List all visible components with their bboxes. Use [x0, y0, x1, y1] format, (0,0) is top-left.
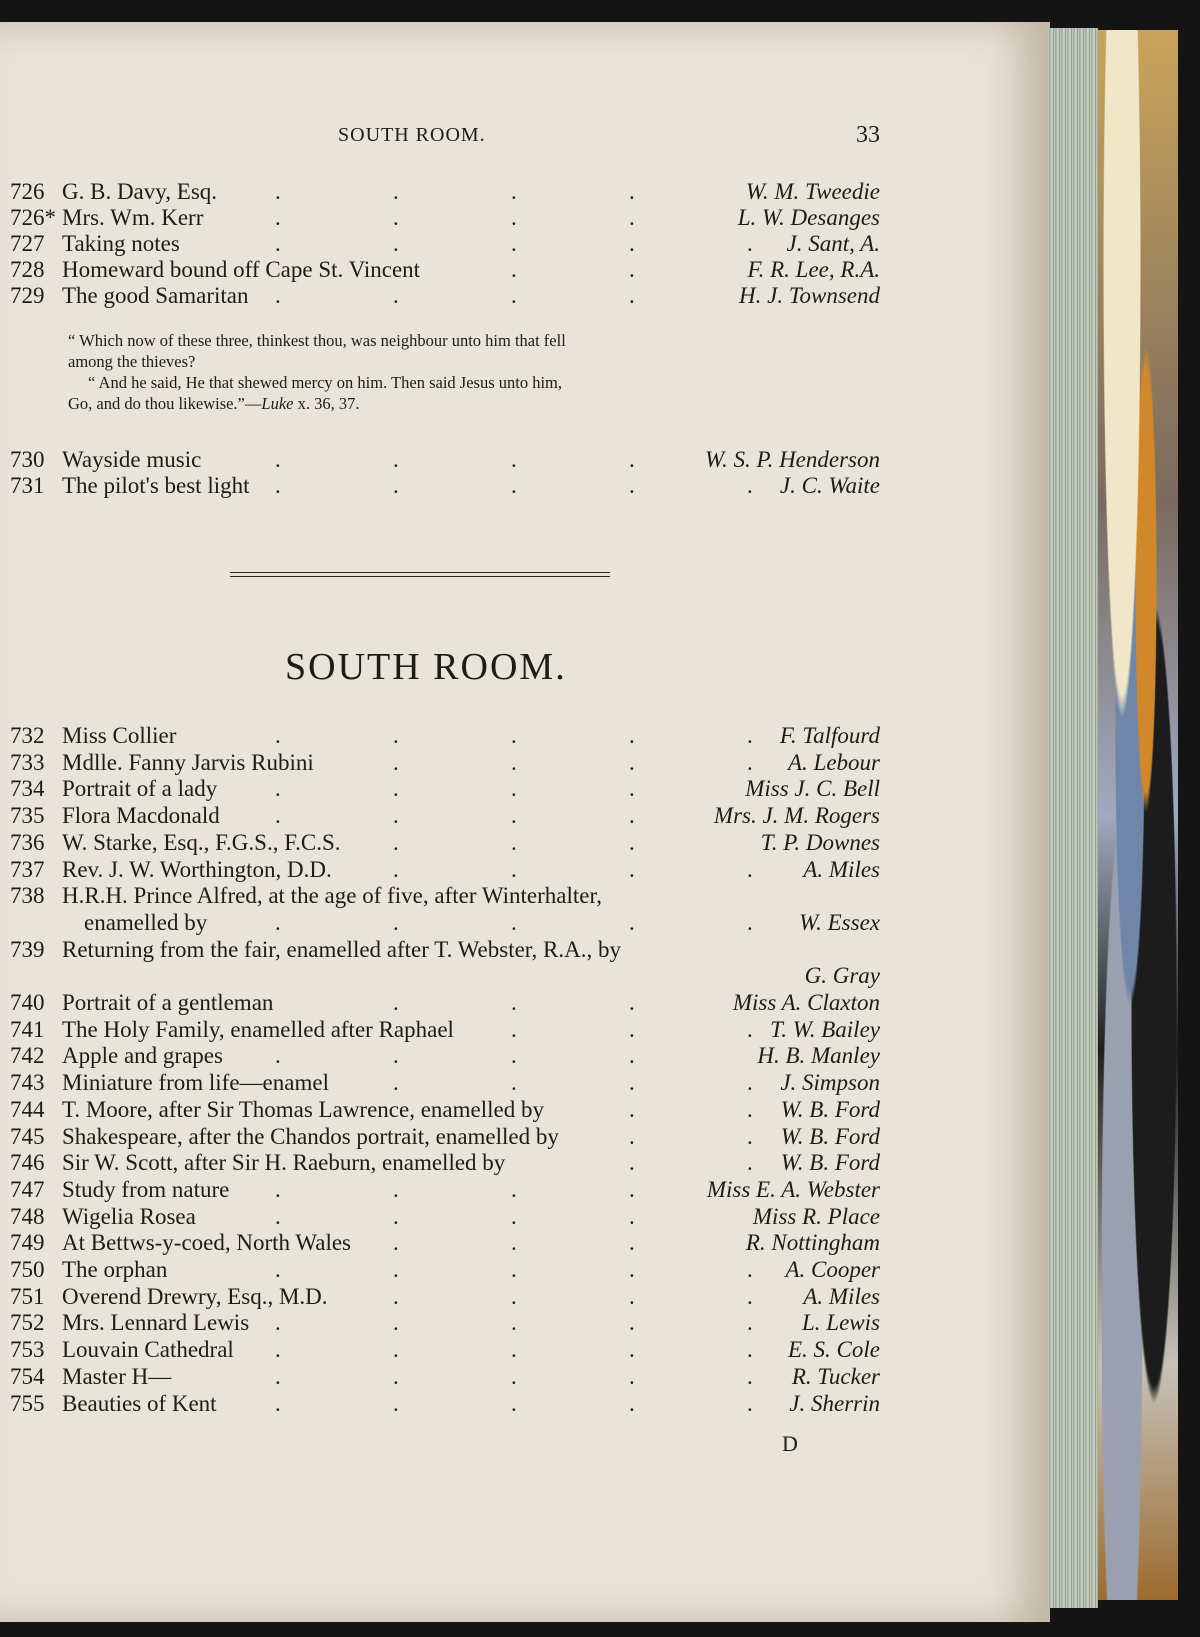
leader-dot: .	[393, 1043, 399, 1069]
quote-reference: Luke	[261, 394, 294, 413]
leader-dot: .	[511, 283, 517, 308]
leader-dot: .	[747, 1390, 753, 1416]
leader-dot: .	[275, 447, 281, 472]
entry-artist: T. P. Downes	[760, 829, 880, 855]
entry-artist: Miss J. C. Bell	[745, 776, 880, 802]
catalogue-entry	[0, 1016, 880, 1043]
leader-dot: .	[275, 1043, 281, 1069]
leader-dot: .	[629, 205, 635, 230]
leader-dot: .	[629, 1230, 635, 1256]
entry-artist: G. Gray	[804, 963, 880, 989]
leader-dot: .	[747, 1337, 753, 1363]
leader-dot: .	[747, 1257, 753, 1282]
entry-artist: T. W. Bailey	[770, 1016, 880, 1042]
entry-title: Overend Drewry, Esq., M.D.	[62, 1283, 328, 1309]
marbled-edge	[1098, 30, 1178, 1600]
leader-dot: .	[393, 776, 399, 802]
leader-dot: .	[393, 1230, 399, 1256]
leader-dot: .	[511, 829, 517, 855]
leader-dot: .	[629, 1176, 635, 1202]
entry-artist: W. B. Ford	[780, 1150, 880, 1176]
entry-artist: Miss E. A. Webster	[706, 1176, 880, 1202]
catalogue-entry	[0, 1203, 880, 1230]
entry-number: 744	[10, 1096, 45, 1122]
entry-artist: W. B. Ford	[780, 1123, 880, 1149]
leader-dot: .	[511, 749, 517, 775]
leader-dot: .	[747, 723, 753, 748]
leader-dot: .	[511, 1043, 517, 1069]
catalogue-entry	[0, 749, 880, 776]
entry-number: 726	[10, 179, 45, 204]
catalogue-entry	[0, 802, 880, 829]
catalogue-entry	[0, 1096, 880, 1123]
leader-dot: .	[275, 1203, 281, 1229]
entry-title: Homeward bound off Cape St. Vincent	[62, 257, 421, 282]
section-divider	[230, 576, 610, 577]
leader-dot: .	[393, 829, 399, 855]
leader-dot: .	[511, 1176, 517, 1202]
catalogue-entry	[0, 230, 880, 257]
leader-dot: .	[275, 179, 281, 204]
leader-dot: .	[747, 1123, 753, 1149]
catalogue-entry	[0, 1123, 880, 1150]
leader-dot: .	[511, 257, 517, 282]
leader-dot: .	[629, 283, 635, 308]
leader-dot: .	[629, 179, 635, 204]
leader-dot: .	[275, 1310, 281, 1336]
signature-mark: D	[782, 1431, 798, 1456]
entry-title: T. Moore, after Sir Thomas Lawrence, enamelled by	[62, 1096, 544, 1122]
entry-title: Study from nature	[62, 1176, 230, 1202]
catalogue-entry	[0, 1390, 880, 1417]
leader-dot: .	[511, 776, 517, 802]
entry-number: 752	[10, 1310, 45, 1336]
leader-dot: .	[275, 231, 281, 256]
catalogue-entry	[0, 472, 880, 499]
scripture-quote	[68, 330, 828, 414]
leader-dot: .	[275, 723, 281, 748]
entry-artist: J. C. Waite	[779, 473, 880, 498]
entry-number: 755	[10, 1390, 45, 1416]
leader-dot: .	[511, 803, 517, 829]
entry-number: 754	[10, 1363, 45, 1389]
leader-dot: .	[629, 909, 635, 935]
leader-dot: .	[511, 179, 517, 204]
leader-dot: .	[393, 749, 399, 775]
leader-dot: .	[393, 1283, 399, 1309]
entry-artist: A. Miles	[803, 1283, 880, 1309]
leader-dot: .	[511, 723, 517, 748]
entry-artist: R. Nottingham	[745, 1230, 880, 1256]
leader-dot: .	[629, 990, 635, 1015]
entry-number: 743	[10, 1070, 45, 1096]
leader-dot: .	[275, 205, 281, 230]
leader-dot: .	[275, 1363, 281, 1389]
entry-artist: A. Lebour	[788, 749, 880, 775]
entry-number: 745	[10, 1123, 45, 1149]
entry-artist: Miss A. Claxton	[732, 990, 880, 1015]
entry-title: Portrait of a lady	[62, 776, 218, 802]
catalogue-entry	[0, 1042, 880, 1069]
entry-artist: R. Tucker	[791, 1363, 880, 1389]
catalogue-entry	[0, 722, 880, 749]
entry-artist: E. S. Cole	[788, 1337, 880, 1363]
entry-title: Taking notes	[62, 231, 180, 256]
leader-dot: .	[393, 1310, 399, 1336]
section-title: SOUTH ROOM.	[285, 646, 567, 688]
leader-dot: .	[393, 803, 399, 829]
leader-dot: .	[511, 1203, 517, 1229]
entry-number: 750	[10, 1257, 45, 1282]
entry-title: Miss Collier	[62, 723, 177, 748]
leader-dot: .	[511, 1070, 517, 1096]
leader-dot: .	[275, 776, 281, 802]
entry-artist: H. B. Manley	[757, 1043, 880, 1069]
entry-artist: F. Talfourd	[779, 723, 880, 748]
entry-number: 736	[10, 829, 45, 855]
entry-title: Rev. J. W. Worthington, D.D.	[62, 856, 332, 882]
catalogue-entry	[0, 1309, 880, 1336]
catalogue-entry	[0, 936, 880, 963]
leader-dot: .	[393, 1203, 399, 1229]
catalogue-entry	[0, 1229, 880, 1256]
entry-artist: W. B. Ford	[780, 1096, 880, 1122]
entry-number: 726*	[10, 205, 56, 230]
entry-number: 728	[10, 257, 45, 282]
quote-line: “ And he said, He that shewed mercy on him. Then said Jesus unto him,	[88, 373, 562, 392]
entry-artist: A. Cooper	[785, 1257, 880, 1282]
section-divider	[230, 572, 610, 573]
catalogue-entry	[0, 989, 880, 1016]
leader-dot: .	[629, 1363, 635, 1389]
entry-artist: F. R. Lee, R.A.	[747, 257, 880, 282]
leader-dot: .	[393, 1390, 399, 1416]
catalogue-entry	[0, 1176, 880, 1203]
entry-title: Mrs. Wm. Kerr	[62, 205, 204, 230]
leader-dot: .	[629, 231, 635, 256]
leader-dot: .	[747, 231, 753, 256]
leader-dot: .	[629, 829, 635, 855]
leader-dot: .	[629, 1203, 635, 1229]
leader-dot: .	[629, 257, 635, 282]
leader-dot: .	[629, 749, 635, 775]
entry-title: At Bettws-y-coed, North Wales	[62, 1230, 351, 1256]
leader-dot: .	[393, 1337, 399, 1363]
leader-dot: .	[511, 1390, 517, 1416]
catalogue-entry	[0, 775, 880, 802]
entry-number: 733	[10, 749, 45, 775]
entry-title: Returning from the fair, enamelled after T. Webster, R.A., by	[62, 936, 621, 962]
entry-number: 740	[10, 990, 45, 1015]
catalogue-entry	[0, 204, 880, 231]
leader-dot: .	[511, 1016, 517, 1042]
leader-dot: .	[629, 723, 635, 748]
entry-title: Shakespeare, after the Chandos portrait, enamelled by	[62, 1123, 559, 1149]
entry-title: Wayside music	[62, 447, 202, 472]
entry-artist: J. Sant, A.	[786, 231, 880, 256]
leader-dot: .	[511, 1363, 517, 1389]
entry-title: Flora Macdonald	[62, 803, 220, 829]
leader-dot: .	[393, 179, 399, 204]
leader-dot: .	[511, 1337, 517, 1363]
leader-dot: .	[747, 749, 753, 775]
leader-dot: .	[511, 1310, 517, 1336]
leader-dot: .	[629, 856, 635, 882]
leader-dot: .	[629, 1043, 635, 1069]
leader-dot: .	[747, 473, 753, 498]
page-number: 33	[856, 122, 880, 148]
leader-dot: .	[629, 1070, 635, 1096]
entry-number: 741	[10, 1016, 45, 1042]
leader-dot: .	[275, 473, 281, 498]
leader-dot: .	[275, 1176, 281, 1202]
leader-dot: .	[629, 1123, 635, 1149]
catalogue-entry	[0, 882, 880, 909]
catalogue-entry	[0, 446, 880, 473]
leader-dot: .	[747, 909, 753, 935]
entry-title: H.R.H. Prince Alfred, at the age of five, after Winterhalter,	[62, 883, 602, 909]
leader-dot: .	[511, 1230, 517, 1256]
catalogue-entry	[0, 1069, 880, 1096]
leader-dot: .	[629, 1337, 635, 1363]
leader-dot: .	[747, 1096, 753, 1122]
quote-line: “ Which now of these three, thinkest thou, was neighbour unto him that fell	[68, 331, 566, 350]
entry-number: 737	[10, 856, 45, 882]
quote-text: Go, and do thou likewise.”—	[68, 394, 262, 413]
entry-title: Mrs. Lennard Lewis	[62, 1310, 250, 1336]
entry-title: Portrait of a gentleman	[62, 990, 274, 1015]
leader-dot: .	[275, 1337, 281, 1363]
leader-dot: .	[393, 205, 399, 230]
leader-dot: .	[747, 1016, 753, 1042]
leader-dot: .	[511, 447, 517, 472]
leader-dot: .	[629, 473, 635, 498]
leader-dot: .	[629, 803, 635, 829]
entry-artist: Mrs. J. M. Rogers	[713, 803, 880, 829]
entry-number: 738	[10, 883, 45, 909]
leader-dot: .	[629, 1310, 635, 1336]
leader-dot: .	[393, 990, 399, 1015]
catalogue-entry	[0, 282, 880, 309]
entry-number: 730	[10, 447, 45, 472]
quote-line: among the thieves?	[68, 352, 196, 371]
entry-artist: H. J. Townsend	[739, 283, 880, 308]
entry-number: 749	[10, 1230, 45, 1256]
entry-number: 753	[10, 1337, 45, 1363]
entry-number: 739	[10, 936, 45, 962]
catalogue-entry	[0, 1256, 880, 1283]
leader-dot: .	[747, 1070, 753, 1096]
entry-artist: L. Lewis	[802, 1310, 880, 1336]
leader-dot: .	[629, 1283, 635, 1309]
leader-dot: .	[393, 473, 399, 498]
entry-title: The good Samaritan	[62, 283, 249, 308]
leader-dot: .	[393, 856, 399, 882]
leader-dot: .	[629, 1257, 635, 1282]
leader-dot: .	[393, 723, 399, 748]
catalogue-entry	[0, 178, 880, 205]
catalogue-entry	[0, 1149, 880, 1176]
entry-title: The orphan	[62, 1257, 168, 1282]
entry-title: Mdlle. Fanny Jarvis Rubini	[62, 749, 314, 775]
entry-title: The Holy Family, enamelled after Raphael	[62, 1016, 454, 1042]
leader-dot: .	[511, 231, 517, 256]
entry-title: enamelled by	[84, 909, 208, 935]
entry-artist: J. Sherrin	[789, 1390, 880, 1416]
entry-number: 727	[10, 231, 45, 256]
leader-dot: .	[393, 1363, 399, 1389]
leader-dot: .	[511, 856, 517, 882]
entry-artist: W. Essex	[799, 909, 880, 935]
entry-title: Master H—	[62, 1363, 172, 1389]
entry-number: 734	[10, 776, 45, 802]
leader-dot: .	[629, 1150, 635, 1176]
leader-dot: .	[747, 1310, 753, 1336]
leader-dot: .	[747, 1363, 753, 1389]
leader-dot: .	[511, 473, 517, 498]
entry-artist: J. Simpson	[780, 1070, 880, 1096]
leader-dot: .	[747, 1150, 753, 1176]
catalogue-entry	[0, 962, 880, 989]
leader-dot: .	[747, 856, 753, 882]
entry-number: 751	[10, 1283, 45, 1309]
leader-dot: .	[275, 283, 281, 308]
entry-number: 735	[10, 803, 45, 829]
leader-dot: .	[275, 1390, 281, 1416]
leader-dot: .	[275, 909, 281, 935]
entry-number: 729	[10, 283, 45, 308]
catalogue-entry	[0, 856, 880, 883]
entry-artist: Miss R. Place	[752, 1203, 880, 1229]
entry-title: Apple and grapes	[62, 1043, 223, 1069]
leader-dot: .	[747, 1283, 753, 1309]
entry-number: 731	[10, 473, 45, 498]
entry-title: Louvain Cathedral	[62, 1337, 234, 1363]
leader-dot: .	[629, 1390, 635, 1416]
leader-dot: .	[629, 776, 635, 802]
entry-number: 732	[10, 723, 45, 748]
leader-dot: .	[393, 447, 399, 472]
entry-artist: L. W. Desanges	[737, 205, 880, 230]
leader-dot: .	[511, 1257, 517, 1282]
catalogue-entry	[0, 1283, 880, 1310]
leader-dot: .	[629, 1016, 635, 1042]
leader-dot: .	[629, 447, 635, 472]
catalogue-entry	[0, 909, 880, 936]
entry-artist: W. M. Tweedie	[745, 179, 880, 204]
entry-title: Beauties of Kent	[62, 1390, 217, 1416]
running-head: SOUTH ROOM.	[338, 124, 486, 146]
leader-dot: .	[393, 1176, 399, 1202]
leader-dot: .	[511, 909, 517, 935]
quote-verse: x. 36, 37.	[293, 394, 360, 413]
entry-number: 747	[10, 1176, 45, 1202]
leader-dot: .	[275, 803, 281, 829]
leader-dot: .	[511, 1283, 517, 1309]
entry-number: 748	[10, 1203, 45, 1229]
entry-title: Sir W. Scott, after Sir H. Raeburn, enamelled by	[62, 1150, 506, 1176]
catalogue-entry	[0, 256, 880, 283]
leader-dot: .	[511, 205, 517, 230]
leader-dot: .	[393, 1070, 399, 1096]
catalogue-entry	[0, 829, 880, 856]
leader-dot: .	[511, 990, 517, 1015]
entry-title: Miniature from life—enamel	[62, 1070, 329, 1096]
entry-artist: W. S. P. Henderson	[704, 447, 880, 472]
entry-title: G. B. Davy, Esq.	[62, 179, 218, 204]
page-edge	[1048, 28, 1098, 1608]
entry-title: The pilot's best light	[62, 473, 250, 498]
entry-number: 746	[10, 1150, 45, 1176]
leader-dot: .	[393, 909, 399, 935]
catalogue-entry	[0, 1363, 880, 1390]
leader-dot: .	[275, 1257, 281, 1282]
entry-artist: A. Miles	[803, 856, 880, 882]
entry-number: 742	[10, 1043, 45, 1069]
entry-title: Wigelia Rosea	[62, 1203, 196, 1229]
entry-title: W. Starke, Esq., F.G.S., F.C.S.	[62, 829, 341, 855]
leader-dot: .	[629, 1096, 635, 1122]
leader-dot: .	[393, 1257, 399, 1282]
catalogue-entry	[0, 1336, 880, 1363]
quote-line	[68, 393, 828, 414]
leader-dot: .	[393, 283, 399, 308]
leader-dot: .	[393, 231, 399, 256]
